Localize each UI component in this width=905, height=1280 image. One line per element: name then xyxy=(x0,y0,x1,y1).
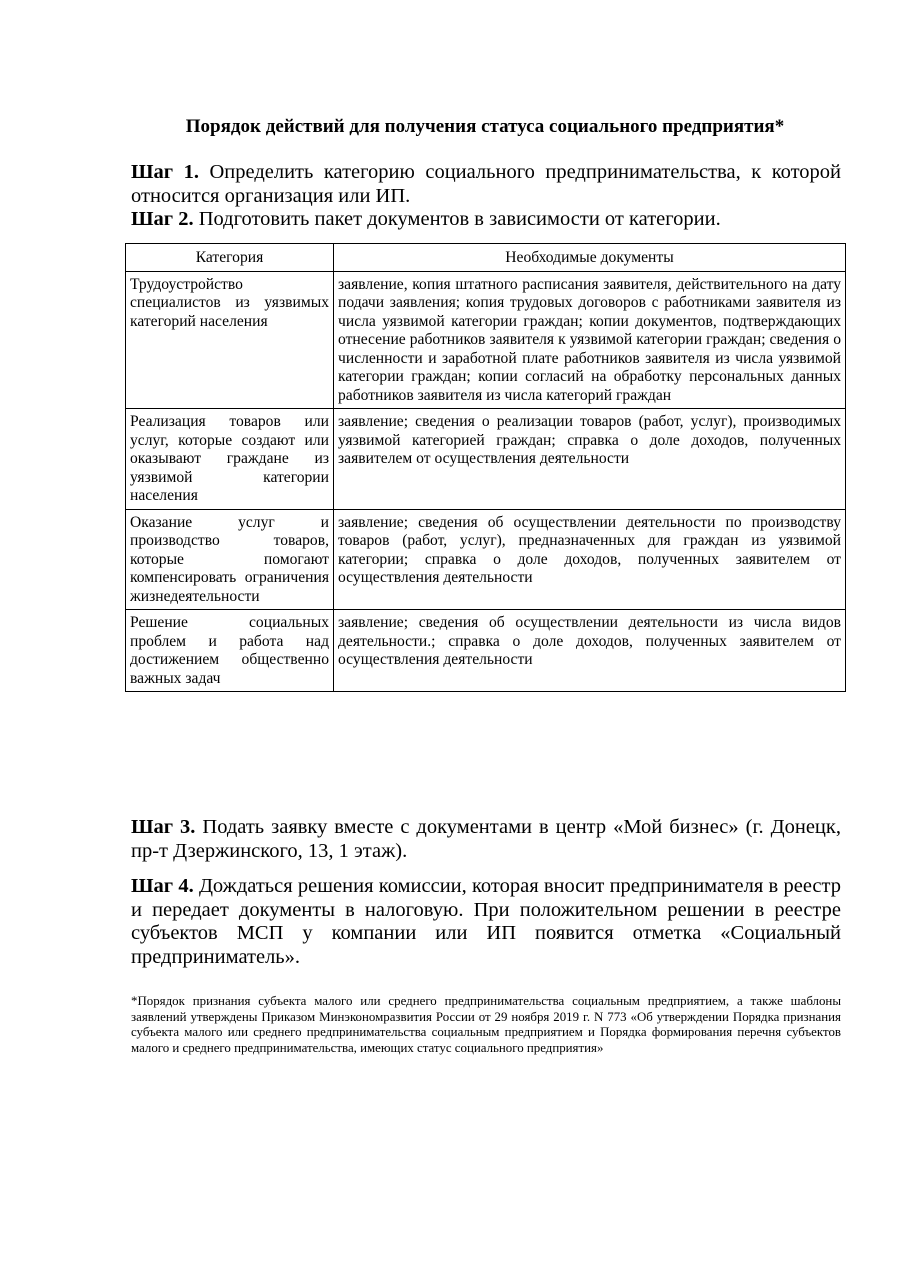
documents-cell: заявление, копия штатного расписания заявителя, действительного на дату подачи заявления; копия трудовых договоров с работниками заявителя из числа уязвимой категории граждан; копии документов, подтверждающих отнесение работников заявителя к уязвимой категории граждан; сведения о численности и заработной плате работников заявителя из числа уязвимой категории граждан; копии согласий на обработку персональных данных работников заявителя из числа категорий граждан xyxy=(334,271,846,409)
step-2-label: Шаг 2. xyxy=(131,208,194,230)
steps-final xyxy=(131,816,841,981)
category-cell: Трудоустройство специалистов из уязвимых категорий населения xyxy=(126,271,334,409)
step-4 xyxy=(131,875,841,969)
documents-table xyxy=(125,243,846,692)
step-4-text: Дождаться решения комиссии, которая вносит предпринимателя в реестр и передает документы в налоговую. При положительном решении в реестре субъектов МСП у компании или ИП появится отметка «Социальный предприниматель». xyxy=(131,875,841,968)
documents-cell: заявление; сведения об осуществлении деятельности из числа видов деятельности.; справка о доле доходов, полученных заявителем от осуществления деятельности xyxy=(334,610,846,692)
category-cell: Решение социальных проблем и работа над достижением общественно важных задач xyxy=(126,610,334,692)
step-3-text: Подать заявку вместе с документами в центр «Мой бизнес» (г. Донецк, пр-т Дзержинского, 13, 1 этаж). xyxy=(131,816,841,862)
step-1 xyxy=(131,161,841,208)
steps-intro xyxy=(131,161,841,232)
documents-cell: заявление; сведения о реализации товаров (работ, услуг), производимых уязвимой категорией граждан; справка о доле доходов, полученных заявителем от осуществления деятельности xyxy=(334,409,846,510)
step-2 xyxy=(131,208,841,232)
table-row xyxy=(126,610,846,692)
header-category: Категория xyxy=(126,244,334,272)
step-3 xyxy=(131,816,841,863)
category-cell: Оказание услуг и производство товаров, которые помогают компенсировать ограничения жизнедеятельности xyxy=(126,509,334,610)
footnote: *Порядок признания субъекта малого или среднего предпринимательства социальным предприятием, а также шаблоны заявлений утверждены Приказом Минэкономразвития России от 29 ноября 2019 г. N 773 «Об утверждении Порядка признания субъекта малого или среднего предпринимательства социальным предприятием и Порядка формирования перечня субъектов малого и среднего предпринимательства, имеющих статус социального предприятия» xyxy=(131,994,841,1055)
category-cell: Реализация товаров или услуг, которые создают или оказывают граждане из уязвимой категории населения xyxy=(126,409,334,510)
table-header-row xyxy=(126,244,846,272)
documents-cell: заявление; сведения об осуществлении деятельности по производству товаров (работ, услуг), предназначенных для граждан из уязвимой категории; справка о доле доходов, полученных заявителем от осуществления деятельности xyxy=(334,509,846,610)
step-1-label: Шаг 1. xyxy=(131,161,199,183)
page-title: Порядок действий для получения статуса социального предприятия* xyxy=(185,116,785,137)
header-documents: Необходимые документы xyxy=(334,244,846,272)
table-row xyxy=(126,409,846,510)
step-2-text: Подготовить пакет документов в зависимости от категории. xyxy=(193,208,721,230)
step-3-label: Шаг 3. xyxy=(131,816,196,838)
step-4-label: Шаг 4. xyxy=(131,875,194,897)
table-row xyxy=(126,509,846,610)
table-row xyxy=(126,271,846,409)
step-1-text: Определить категорию социального предпринимательства, к которой относится организация или ИП. xyxy=(131,161,841,207)
